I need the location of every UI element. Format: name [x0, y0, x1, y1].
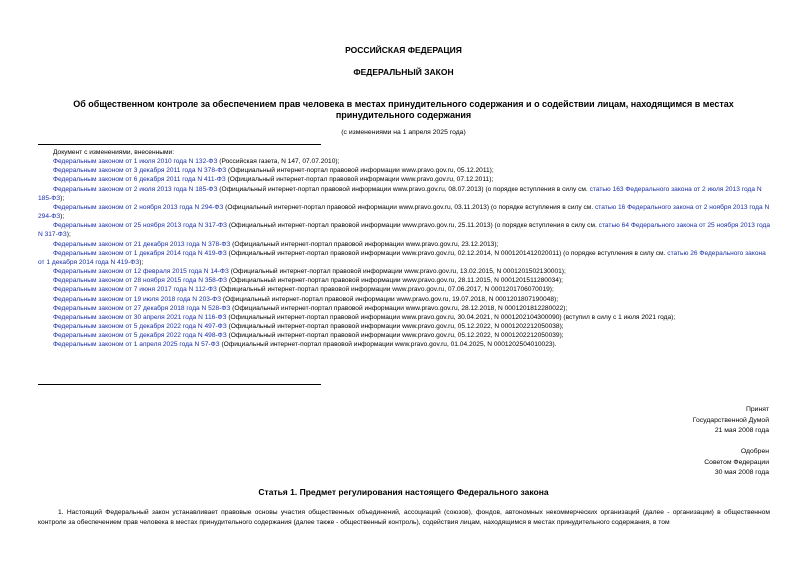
amendment-link[interactable]: Федеральным законом от 1 декабря 2014 года N 419-ФЗ — [53, 249, 227, 257]
amendment-item — [38, 285, 770, 294]
amendment-item — [38, 331, 770, 340]
amendment-entry-link[interactable]: статью 16 Федерального закона от 2 ноября 2013 года N 294-ФЗ — [38, 203, 770, 221]
amendment-link[interactable]: Федеральным законом от 7 июня 2017 года N 112-ФЗ — [53, 286, 217, 294]
accepted-label: Принят — [745, 406, 769, 413]
amendment-source: (Официальный интернет-портал правовой информации www.pravo.gov.ru, 28.11.2015, N 0001201511280034); — [227, 277, 563, 285]
amendment-link[interactable]: Федеральным законом от 3 декабря 2011 года N 378-ФЗ — [53, 167, 227, 175]
amendment-item — [38, 313, 770, 322]
amendment-source: (Официальный интернет-портал правовой информации www.pravo.gov.ru, 28.12.2018, N 0001201812280022); — [230, 304, 568, 312]
accepted-by: Государственной Думой — [692, 416, 769, 424]
amendment-entry-link[interactable]: статью 163 Федерального закона от 2 июля 2013 года N 185-ФЗ — [38, 185, 762, 202]
amendment-link[interactable]: Федеральным законом от 1 апреля 2025 года N 57-ФЗ — [53, 341, 220, 349]
amendment-link[interactable]: Федеральным законом от 21 декабря 2013 года N 378-ФЗ — [53, 240, 231, 248]
amendment-tail: ); — [66, 231, 71, 239]
amendment-item — [38, 185, 770, 203]
amendment-item — [38, 175, 770, 184]
amendment-item — [38, 267, 770, 276]
article-1-title: Статья 1. Предмет регулирования настоящего Федерального закона — [258, 487, 549, 497]
approved-label: Одобрен — [740, 448, 769, 455]
amendment-source: (Официальный интернет-портал правовой информации www.pravo.gov.ru, 03.11.2013) (о порядке вступления в силу см. — [223, 203, 595, 211]
amendments-list — [38, 148, 770, 349]
amendment-item — [38, 304, 770, 313]
amendment-item — [38, 340, 770, 349]
amendment-link[interactable]: Федеральным законом от 27 декабря 2018 года N 528-ФЗ — [53, 304, 231, 312]
amendment-item — [38, 157, 770, 166]
amendment-tail: ); — [139, 258, 144, 266]
amendment-source: (Официальный интернет-портал правовой информации www.pravo.gov.ru, 05.12.2011); — [226, 167, 494, 175]
amendment-tail: ); — [60, 194, 65, 202]
amendment-item — [38, 276, 770, 285]
amendment-link[interactable]: Федеральным законом от 19 июля 2018 года N 203-ФЗ — [53, 295, 222, 303]
amendment-link[interactable]: Федеральным законом от 2 ноября 2013 года N 294-ФЗ — [53, 203, 224, 211]
amendment-link[interactable]: Федеральным законом от 5 декабря 2022 года N 497-ФЗ — [53, 322, 227, 330]
amendment-link[interactable]: Федеральным законом от 28 ноября 2015 года N 358-ФЗ — [53, 277, 228, 285]
amendment-source: (Официальный интернет-портал правовой информации www.pravo.gov.ru, 25.11.2013) (о порядке вступления в силу см. — [227, 222, 599, 230]
amendment-source: (Официальный интернет-портал правовой информации www.pravo.gov.ru, 01.04.2025, N 0001202504010023). — [219, 341, 557, 349]
amendment-source: (Официальный интернет-портал правовой информации www.pravo.gov.ru, 30.04.2021, N 0001202104300090) (вступил в силу с 1 июля 2021 года); — [226, 313, 676, 321]
amendment-source: (Официальный интернет-портал правовой информации www.pravo.gov.ru, 23.12.2013); — [230, 240, 499, 248]
amendments-top-rule — [38, 144, 321, 145]
amendment-item — [38, 249, 770, 267]
approved-by: Советом Федерации — [704, 458, 769, 466]
amendment-source: (Российская газета, N 147, 07.07.2010); — [217, 158, 340, 166]
amendments-heading: Документ с изменениями, внесенными: — [53, 149, 175, 156]
amendment-item — [38, 240, 770, 249]
amendment-source: (Официальный интернет-портал правовой информации www.pravo.gov.ru, 13.02.2015, N 0001201502130001); — [228, 268, 566, 276]
amendment-source: (Официальный интернет-портал правовой информации www.pravo.gov.ru, 05.12.2022, N 0001202212050039); — [226, 332, 564, 340]
amendment-source: (Официальный интернет-портал правовой информации www.pravo.gov.ru, 02.12.2014, N 0001201412020011) (о порядке вступления в силу см. — [226, 249, 668, 257]
adoption-duma — [693, 405, 769, 437]
amendment-link[interactable]: Федеральным законом от 25 ноября 2013 года N 317-ФЗ — [53, 222, 228, 230]
doc-type-heading: ФЕДЕРАЛЬНЫЙ ЗАКОН — [353, 67, 454, 77]
amendment-source: (Официальный интернет-портал правовой информации www.pravo.gov.ru, 19.07.2018, N 0001201807190048); — [221, 295, 559, 303]
article-1-text: 1. Настоящий Федеральный закон устанавливает правовые основы участия общественных объединений, ассоциаций (союзов), фондов, автономных некоммерческих организаций (далее - организации) в общественном контроле за обеспечением прав человека в местах принудительного содержания (далее также - общественный контроль), содействия лицам, находящимся в местах принудительного содержания, в том — [38, 509, 770, 526]
amendment-item — [38, 166, 770, 175]
amendment-link[interactable]: Федеральным законом от 1 июля 2010 года N 132-ФЗ — [53, 158, 218, 166]
adoption-council — [704, 447, 769, 479]
country-heading: РОССИЙСКАЯ ФЕДЕРАЦИЯ — [345, 45, 462, 55]
amendment-entry-link[interactable]: статью 26 Федерального закона от 1 декабря 2014 года N 419-ФЗ — [38, 249, 766, 266]
amendment-item — [38, 322, 770, 331]
revision-note: (с изменениями на 1 апреля 2025 года) — [341, 129, 466, 136]
amendment-link[interactable]: Федеральным законом от 12 февраля 2015 года N 14-ФЗ — [53, 268, 229, 276]
accepted-date: 21 мая 2008 года — [714, 427, 769, 434]
amendment-source: (Официальный интернет-портал правовой информации www.pravo.gov.ru, 08.07.2013) (о порядке вступления в силу см. — [217, 185, 590, 193]
amendment-source: (Официальный интернет-портал правовой информации www.pravo.gov.ru, 07.12.2011); — [225, 176, 494, 184]
law-title: Об общественном контроле за обеспечением прав человека в местах принудительного содержания и о содействии лицам, находящимся в местах принудительного содержания — [73, 99, 734, 120]
amendment-link[interactable]: Федеральным законом от 6 декабря 2011 года N 411-ФЗ — [53, 176, 226, 184]
amendment-item — [38, 295, 770, 304]
amendment-link[interactable]: Федеральным законом от 2 июля 2013 года N 185-ФЗ — [53, 185, 218, 193]
amendment-source: (Официальный интернет-портал правовой информации www.pravo.gov.ru, 07.06.2017, N 0001201706070019); — [216, 286, 554, 294]
amendment-item — [38, 221, 770, 239]
amendment-link[interactable]: Федеральным законом от 30 апреля 2021 года N 116-ФЗ — [53, 313, 227, 321]
amendments-bottom-rule — [38, 384, 321, 385]
amendment-item — [38, 203, 770, 221]
amendment-source: (Официальный интернет-портал правовой информации www.pravo.gov.ru, 05.12.2022, N 0001202212050038); — [226, 322, 564, 330]
amendment-tail: ); — [60, 213, 65, 221]
amendment-entry-link[interactable]: статью 64 Федерального закона от 25 ноября 2013 года N 317-ФЗ — [38, 222, 770, 239]
approved-date: 30 мая 2008 года — [714, 469, 769, 476]
amendment-link[interactable]: Федеральным законом от 5 декабря 2022 года N 498-ФЗ — [53, 332, 227, 340]
